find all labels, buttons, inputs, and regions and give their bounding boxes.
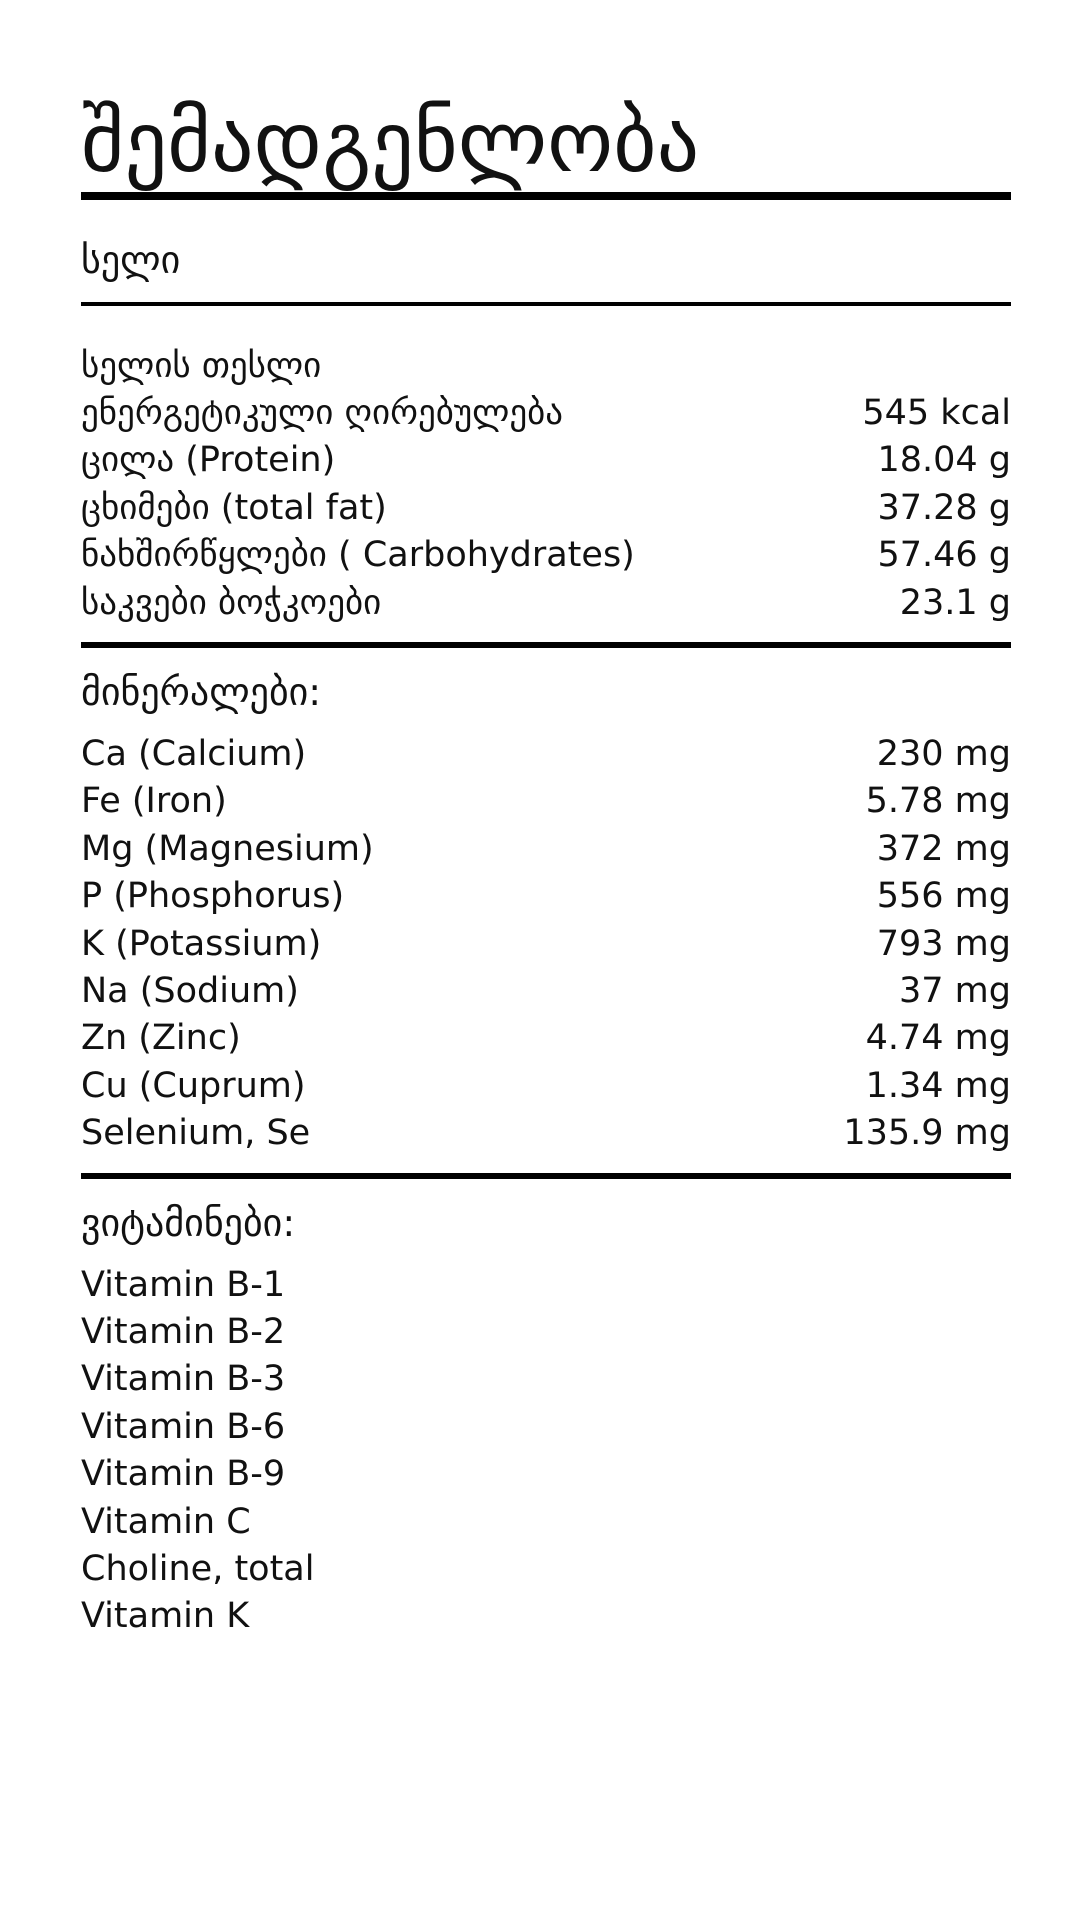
- mineral-label: Na (Sodium): [81, 970, 299, 1011]
- nutrient-row: [81, 437, 1011, 484]
- main-nutrients-list: [81, 389, 1011, 626]
- mineral-label: Mg (Magnesium): [81, 828, 374, 869]
- nutrient-value: 57.46 g: [877, 535, 1011, 576]
- nutrient-value: 18.04 g: [877, 440, 1011, 481]
- vitamin-item: Vitamin B-3: [81, 1359, 286, 1400]
- mineral-value: 5.78 mg: [865, 781, 1011, 822]
- mineral-row: [81, 920, 1011, 967]
- minerals-divider: [81, 1173, 1011, 1179]
- mineral-value: 556 mg: [876, 876, 1011, 917]
- mineral-value: 4.74 mg: [865, 1018, 1011, 1059]
- mineral-row: [81, 1109, 1011, 1156]
- mineral-label: Selenium, Se: [81, 1113, 311, 1154]
- mineral-row: [81, 730, 1011, 777]
- vitamins-list: [81, 1261, 1011, 1640]
- nutrient-value: 37.28 g: [877, 487, 1011, 528]
- item-name: სელის თესლი: [81, 345, 322, 386]
- mineral-row: [81, 873, 1011, 920]
- minerals-heading: მინერალები:: [81, 670, 322, 715]
- nutrient-label: ცხიმები (total fat): [81, 487, 387, 528]
- mineral-value: 793 mg: [876, 923, 1011, 964]
- mineral-label: P (Phosphorus): [81, 876, 345, 917]
- nutrients-divider: [81, 642, 1011, 648]
- nutrient-label: ნახშირწყლები ( Carbohydrates): [81, 535, 635, 576]
- nutrient-value: 545 kcal: [862, 393, 1011, 434]
- mineral-value: 135.9 mg: [843, 1113, 1011, 1154]
- nutrient-label: საკვები ბოჭკოები: [81, 582, 382, 623]
- vitamin-item: Choline, total: [81, 1548, 315, 1589]
- mineral-label: Cu (Cuprum): [81, 1065, 306, 1106]
- item-name-row: [81, 342, 1011, 389]
- vitamin-item: Vitamin B-6: [81, 1406, 286, 1447]
- nutrient-row: [81, 484, 1011, 531]
- vitamin-item: Vitamin C: [81, 1501, 251, 1542]
- nutrient-label: ცილა (Protein): [81, 440, 336, 481]
- product-name: სელი: [81, 238, 181, 282]
- mineral-row: [81, 1015, 1011, 1062]
- page-title: შემადგენლობა: [81, 93, 700, 191]
- mineral-value: 372 mg: [876, 828, 1011, 869]
- mineral-row: [81, 778, 1011, 825]
- mineral-label: Ca (Calcium): [81, 734, 307, 775]
- nutrient-row: [81, 579, 1011, 626]
- nutrient-row: [81, 389, 1011, 436]
- nutrient-row: [81, 532, 1011, 579]
- title-divider: [81, 192, 1011, 200]
- mineral-label: K (Potassium): [81, 923, 322, 964]
- vitamins-heading: ვიტამინები:: [81, 1200, 296, 1245]
- nutrient-value: 23.1 g: [899, 582, 1011, 623]
- nutrient-label: ენერგეტიკული ღირებულება: [81, 393, 564, 434]
- vitamin-item: Vitamin B-9: [81, 1454, 286, 1495]
- mineral-value: 230 mg: [876, 734, 1011, 775]
- mineral-row: [81, 1062, 1011, 1109]
- vitamin-item: Vitamin K: [81, 1596, 250, 1637]
- mineral-value: 1.34 mg: [865, 1065, 1011, 1106]
- mineral-label: Zn (Zinc): [81, 1018, 241, 1059]
- mineral-row: [81, 825, 1011, 872]
- minerals-list: [81, 730, 1011, 1157]
- vitamin-item: Vitamin B-1: [81, 1264, 286, 1305]
- vitamin-item: Vitamin B-2: [81, 1311, 286, 1352]
- nutrition-facts: [81, 0, 1011, 1640]
- mineral-value: 37 mg: [899, 970, 1011, 1011]
- mineral-row: [81, 967, 1011, 1014]
- mineral-label: Fe (Iron): [81, 781, 227, 822]
